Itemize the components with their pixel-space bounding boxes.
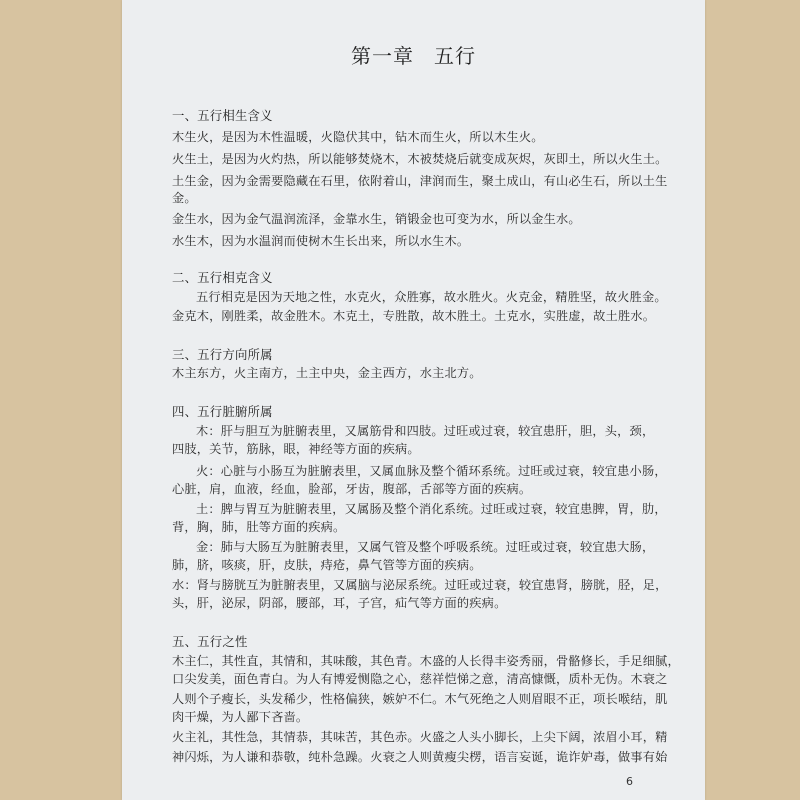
- chapter-title: [122, 40, 705, 69]
- text-line: 金克木，刚胜柔，故金胜木。木克土，专胜散，故木胜土。土克水，实胜虚，故土胜水。: [172, 309, 656, 323]
- text-line: 木主东方，火主南方，土主中央，金主西方，水主北方。: [172, 366, 482, 380]
- text-line: 心脏，肩，血液，经血，脸部，牙齿，腹部，舌部等方面的疾病。: [172, 482, 532, 496]
- text-line: 木生火，是因为木性温暖，火隐伏其中，钻木而生火，所以木生火。: [172, 130, 544, 144]
- text-line: 木主仁，其性直，其情和，其味酸，其色青。木盛的人长得丰姿秀丽，骨骼修长，手足细腻，: [172, 654, 680, 668]
- text-line: 火主礼，其性急，其情恭，其味苦，其色赤。火盛之人头小脚长，上尖下阔，浓眉小耳，精: [172, 730, 668, 744]
- section-heading: 二、五行相克含义: [172, 270, 273, 285]
- text-line: 水：肾与膀胱互为脏腑表里，又属脑与泌尿系统。过旺或过衰，较宜患肾，膀胱，胫，足，: [172, 578, 668, 592]
- section-heading: 四、五行脏腑所属: [172, 404, 273, 419]
- page-number: 6: [626, 775, 633, 788]
- text-line: 四肢，关节，筋脉，眼，神经等方面的疾病。: [172, 442, 420, 456]
- text-line: 木：肝与胆互为脏腑表里，又属筋骨和四肢。过旺或过衰，较宜患肝，胆，头，颈，: [196, 424, 655, 438]
- section-heading: 五、五行之性: [172, 634, 248, 649]
- text-line: 肉干燥，为人鄙下吝啬。: [172, 710, 309, 724]
- text-line: 土生金，因为金需要隐藏在石里，依附着山，津润而生，聚土成山，有山必生石，所以土生: [172, 174, 668, 188]
- text-line: 神闪烁，为人谦和恭敬，纯朴急躁。火衰之人则黄瘦尖楞，语言妄诞，诡诈妒毒，做事有始: [172, 750, 668, 764]
- section-heading: 一、五行相生含义: [172, 108, 273, 123]
- section-heading: 三、五行方向所属: [172, 347, 273, 362]
- text-line: 金：肺与大肠互为脏腑表里，又属气管及整个呼吸系统。过旺或过衰，较宜患大肠，: [196, 540, 655, 554]
- text-line: 金。: [172, 191, 197, 205]
- text-line: 火：心脏与小肠互为脏腑表里，又属血脉及整个循环系统。过旺或过衰，较宜患小肠，: [196, 464, 667, 478]
- text-line: 金生水，因为金气温润流泽，金靠水生，销锻金也可变为水，所以金生水。: [172, 212, 581, 226]
- text-line: 口尖发美，面色青白。为人有博爱恻隐之心，慈祥恺悌之意，清高慷慨，质朴无伪。木衰之: [172, 672, 668, 686]
- text-line: 五行相克是因为天地之性，水克火，众胜寡，故水胜火。火克金，精胜坚，故火胜金。: [196, 290, 667, 304]
- text-line: 背，胸，肺，肚等方面的疾病。: [172, 520, 346, 534]
- text-line: 肺，脐，咳痰，肝，皮肤，痔疮，鼻气管等方面的疾病。: [172, 558, 482, 572]
- chapter-name: 五行: [434, 44, 476, 68]
- text-line: 水生木，因为水温润而使树木生长出来，所以水生木。: [172, 234, 470, 248]
- text-line: 土：脾与胃互为脏腑表里，又属肠及整个消化系统。过旺或过衰，较宜患脾，胃，肋，: [196, 502, 667, 516]
- text-line: 头，肝，泌尿，阴部，腰部，耳，子宫，疝气等方面的疾病。: [172, 596, 507, 610]
- chapter-number: 第一章: [351, 44, 414, 68]
- book-page: [122, 0, 705, 800]
- text-line: 人则个子瘦长，头发稀少，性格偏狭，嫉妒不仁。木气死绝之人则眉眼不正，项长喉结，肌: [172, 692, 668, 706]
- text-line: 火生土，是因为火灼热，所以能够焚烧木，木被焚烧后就变成灰烬，灰即土，所以火生土。: [172, 152, 668, 166]
